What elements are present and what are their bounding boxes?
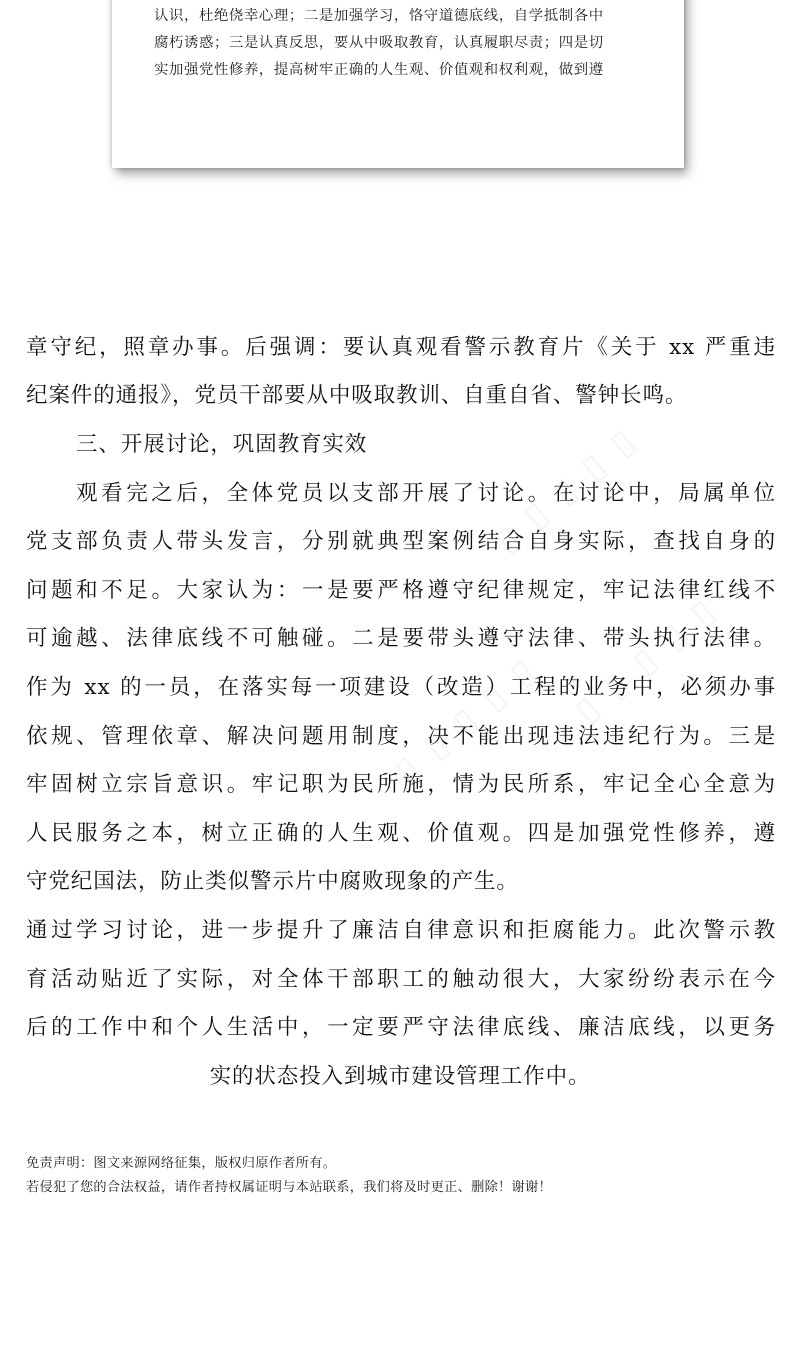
body-text-line: 问题和不足。大家认为：一是要严格遵守纪律规定，牢记法律红线不 xyxy=(26,578,776,603)
body-text-line: 人民服务之本，树立正确的人生观、价值观。四是加强党性修养，遵 xyxy=(26,821,776,846)
body-text-line: 后的工作中和个人生活中，一定要严守法律底线、廉洁底线，以更务 xyxy=(26,1015,776,1040)
body-text-line: 牢固树立宗旨意识。牢记职为民所施，情为民所系，牢记全心全意为 xyxy=(26,772,776,797)
body-text-line: 观看完之后，全体党员以支部开展了讨论。在讨论中，局属单位 xyxy=(76,481,776,506)
embedded-document-card xyxy=(112,0,684,168)
card-text-line: 腐朽诱惑；三是认真反思，要从中吸取教育，认真履职尽责；四是切 xyxy=(154,35,604,51)
section-heading: 三、开展讨论，巩固教育实效 xyxy=(76,432,368,457)
body-text-line: 实的状态投入到城市建设管理工作中。 xyxy=(209,1064,591,1089)
body-text-line: 纪案件的通报》，党员干部要从中吸取教训、自重自省、警钟长鸣。 xyxy=(26,383,688,408)
body-text-line: 章守纪，照章办事。后强调：要认真观看警示教育片《关于 xx 严重违 xyxy=(26,335,776,360)
watermark-mark xyxy=(567,589,725,731)
disclaimer-line: 免责声明：图文来源网络征集，版权归原作者所有。 xyxy=(26,1156,337,1171)
body-text-line: 党支部负责人带头发言，分别就典型案例结合自身实际，查找自身的 xyxy=(26,529,776,554)
body-text-line: 通过学习讨论，进一步提升了廉洁自律意识和拒腐能力。此次警示教 xyxy=(26,918,776,943)
body-text-line: 守党纪国法，防止类似警示片中腐败现象的产生。 xyxy=(26,869,519,894)
card-text-line: 实加强党性修养，提高树牢正确的人生观、价值观和权利观，做到遵 xyxy=(154,62,604,78)
body-text-line: 可逾越、法律底线不可触碰。二是要带头遵守法律、带头执行法律。 xyxy=(26,626,776,651)
disclaimer-line: 若侵犯了您的合法权益，请作者持权属证明与本站联系，我们将及时更正、删除！谢谢！ xyxy=(26,1180,553,1195)
body-text-line: 育活动贴近了实际，对全体干部职工的触动很大，大家纷纷表示在今 xyxy=(26,967,776,992)
body-text-line: 依规、管理依章、解决问题用制度，决不能出现违法违纪行为。三是 xyxy=(26,724,776,749)
card-text-line: 认识，杜绝侥幸心理；二是加强学习，恪守道德底线，自学抵制各中 xyxy=(154,8,604,24)
body-text-line: 作为 xx 的一员，在落实每一项建设（改造）工程的业务中，必须办事 xyxy=(26,675,776,700)
